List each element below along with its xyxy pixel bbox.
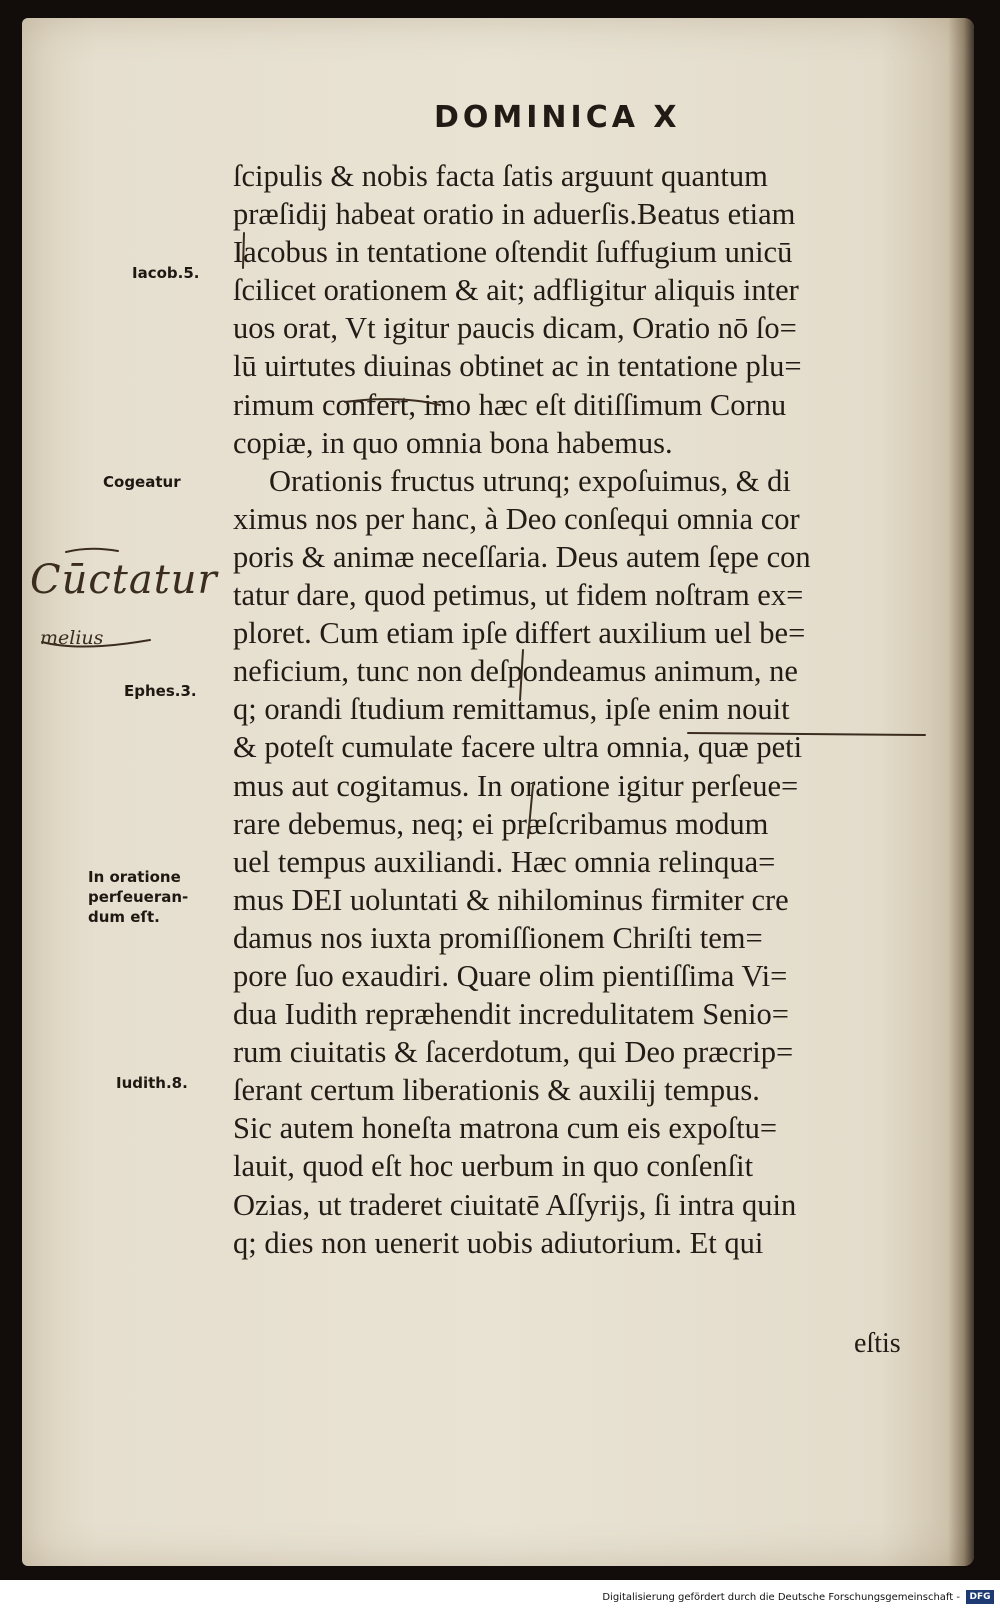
marginal-note-oratione-line-1: In oratione — [88, 868, 181, 886]
text-line: Orationis fructus utrunq; expoſuimus, & di — [269, 463, 791, 498]
text-line: ſerant certum liberationis & auxilij tempus. — [233, 1073, 760, 1108]
handwritten-annotation-cunctatur: Cūctatur — [30, 557, 218, 603]
text-line: ploret. Cum etiam ipſe differt auxilium uel be= — [233, 616, 806, 651]
marginal-note-oratione-line-3: dum eſt. — [88, 908, 160, 926]
text-line: lauit, quod eſt hoc uerbum in quo conſenſit — [233, 1149, 754, 1184]
digitization-credit: Digitalisierung gefördert durch die Deutsche Forschungsgemeinschaft - — [602, 1592, 960, 1603]
text-line: rare debemus, neq; ei præſcribamus modum — [233, 806, 769, 841]
marginal-note-iudith: Iudith.8. — [116, 1074, 188, 1092]
text-line: poris & animæ neceſſaria. Deus autem ſępe con — [233, 539, 811, 574]
text-line: neficium, tunc non deſpondeamus animum, ne — [233, 654, 798, 689]
marginal-note-oratione-line-2: perſeueran- — [88, 888, 189, 906]
text-line: q; dies non uenerit uobis adiutorium. Et qui — [233, 1225, 764, 1260]
marginal-note-iacob: Iacob.5. — [132, 264, 200, 282]
footer-bar — [0, 1580, 1000, 1614]
text-line: rimum confert, imo hæc eſt ditiſſimum Cornu — [233, 387, 787, 422]
text-line: & poteſt cumulate facere ultra omnia, quæ peti — [233, 730, 803, 765]
body-text — [233, 157, 933, 1262]
text-line: Ozias, ut traderet ciuitatē Aſſyrijs, ſi intra quin — [233, 1187, 797, 1222]
text-line: mus DEI uoluntati & nihilominus firmiter cre — [233, 882, 789, 917]
text-line: Iacobus in tentatione oſtendit ſuffugium unicū — [233, 235, 793, 270]
running-head: DOMINICA X — [434, 100, 681, 135]
catchword: eſtis — [854, 1328, 901, 1359]
text-line: damus nos iuxta promiſſionem Chriſti tem= — [233, 920, 763, 955]
text-line: copiæ, in quo omnia bona habemus. — [233, 425, 673, 460]
text-line: ſcipulis & nobis facta ſatis arguunt quantum — [233, 159, 768, 193]
page-edge-shadow — [948, 18, 974, 1566]
text-line: pore ſuo exaudiri. Quare olim pientiſſima Vi= — [233, 958, 788, 993]
marginal-note-oratione — [88, 867, 188, 927]
text-line: uos orat, Vt igitur paucis dicam, Oratio nō ſo= — [233, 311, 797, 346]
marginal-note-ephes: Ephes.3. — [124, 682, 197, 700]
text-line: ximus nos per hanc, à Deo conſequi omnia cor — [233, 501, 800, 536]
handwritten-annotation-melius: melius — [40, 627, 104, 649]
text-line: q; orandi ſtudium remittamus, ipſe enim nouit — [233, 692, 790, 727]
text-line: Sic autem honeſta matrona cum eis expoſtu= — [233, 1111, 778, 1146]
text-line: uel tempus auxiliandi. Hæc omnia relinqua= — [233, 844, 776, 879]
text-line: tatur dare, quod petimus, ut fidem noſtram ex= — [233, 578, 804, 613]
text-line: ſcilicet orationem & ait; adfligitur aliquis inter — [233, 273, 799, 308]
text-line: dua Iudith repræhendit incredulitatem Senio= — [233, 997, 789, 1032]
text-line: mus aut cogitamus. In oratione igitur perſeue= — [233, 768, 799, 803]
marginal-note-cogeatur: Cogeatur — [103, 473, 181, 491]
text-line: præſidij habeat oratio in aduerſis.Beatus etiam — [233, 197, 796, 232]
text-line: rum ciuitatis & ſacerdotum, qui Deo præcrip= — [233, 1035, 794, 1070]
text-line: lū uirtutes diuinas obtinet ac in tentatione plu= — [233, 349, 802, 384]
dfg-logo: DFG — [966, 1590, 994, 1604]
